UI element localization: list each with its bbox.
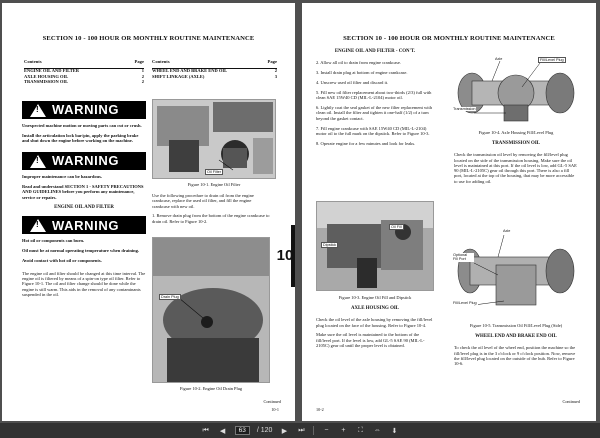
axle-label: Axle bbox=[503, 229, 511, 233]
drain-procedure: Use the following procedure to drain oil from the engine crankcase, replace the used oil filter, and fill the engine crankcase with new oil. 1. Remove drain plug from the bottom of the engine crankcase to drain oil. Refer to Figure 10-2. bbox=[152, 193, 270, 224]
first-page-icon[interactable]: ⏮ bbox=[202, 426, 209, 434]
transmission-side-drawing bbox=[452, 225, 580, 319]
contents-row[interactable]: TRANSMISSION OIL 2 bbox=[24, 78, 144, 84]
contents-row[interactable]: SHIFT LINKAGE (AXLE) 3 bbox=[152, 73, 277, 79]
warning-triangle-icon: ! bbox=[30, 104, 46, 117]
warning-triangle-icon: ! bbox=[30, 219, 46, 232]
download-icon[interactable]: ⬇ bbox=[391, 427, 398, 435]
viewer-toolbar bbox=[0, 423, 600, 438]
last-page-icon[interactable]: ⏭ bbox=[298, 426, 305, 434]
engine-oil-drain-plug-photo bbox=[152, 237, 270, 383]
optional-fill-port-label: Optional Fill Port bbox=[452, 253, 474, 262]
fullscreen-icon[interactable]: ⛶ bbox=[357, 426, 363, 434]
page-total: / 120 bbox=[256, 427, 273, 434]
engine-oil-paragraph: The engine oil and filter should be changed at this time interval. The engine oil is filtered by means of a spin-on type oil filter. Refer to Figure 10-1. The oil and filter change should be done while the engine is still warm. This aids in the removal of any contaminants suspended in the oil. bbox=[22, 270, 146, 298]
axle-label: Axle bbox=[495, 57, 503, 61]
section-tab: 10 bbox=[276, 247, 294, 264]
fill-level-plug-label: Fill/Level Plug bbox=[453, 301, 477, 305]
next-page-icon[interactable]: ▶ bbox=[281, 427, 288, 435]
left-column: ! WARNING Unexpected machine motion or moving parts can cut or crush. Install the articulation lock bar/pin, apply the parking brake and shut down the engine before working on the machine. ! WARNING Improper maintenance can be hazardous. Read and understand SECTION 1 - SAFETY PRECAUTIONS AND GUIDELINES before you perform any maintenance, service or repairs. ENGINE OIL AND FILTER ! WARNING Hot oil or components can burn. Oil must be at normal operating temperature when draining. Avoid contact with hot oil or components. The engine oil and filter should be changed at this time interval. The engine oil is filtered by means of a spin-on type oil filter. Refer to Figure 10-1. The oil and filter change should be done while the engine is still warm. This aids in the removal of any contaminants suspended in the oil. bbox=[22, 102, 146, 298]
zoom-out-icon[interactable]: − bbox=[324, 427, 329, 434]
page-number: 10-2 bbox=[316, 407, 324, 412]
warning-banner: ! WARNING bbox=[22, 101, 146, 119]
section-header: SECTION 10 - 100 HOUR OR MONTHLY ROUTINE MAINTENANCE bbox=[343, 35, 555, 42]
axle-housing-drawing bbox=[452, 47, 580, 127]
continued-note: Continued bbox=[562, 399, 580, 404]
figure-caption: Figure 10-1. Engine Oil Filter bbox=[187, 182, 241, 187]
figure-caption: Figure 10-2. Engine Oil Drain Plug bbox=[179, 386, 243, 391]
wheel-end-section: WHEEL END AND BRAKE END OIL To check the oil level of the wheel end, position the machine so the fill/level plug is in the 3 o'clock or 9 o'clock position. Now, remove the fill/level plug located on the outside of the hub. Refer to Figure 10-6. bbox=[454, 334, 576, 367]
oil-filter-label: Oil Filter bbox=[207, 170, 222, 174]
warning-triangle-icon: ! bbox=[30, 155, 46, 168]
page-heading: Page bbox=[134, 59, 144, 64]
figure-caption: Figure 10-4. Axle Housing Fill/Level Plug bbox=[478, 130, 554, 135]
transmission-label: Transmission bbox=[453, 107, 476, 111]
axle-section: AXLE HOUSING OIL Check the oil level of the axle housing by removing the fill/level plug located on the face of the housing. Refer to Figure 10-4. Make sure the oil level is maintained to the bottom of the fill/level port. If the level is low, add GL-5 SAE 90 (MIL-L-2105C) gear oil until the proper level is obtained. bbox=[316, 306, 433, 349]
engine-oil-heading: ENGINE OIL AND FILTER bbox=[54, 204, 114, 210]
warning-banner: ! WARNING bbox=[22, 152, 146, 170]
right-page bbox=[302, 3, 596, 421]
page-number: 10-1 bbox=[271, 407, 279, 412]
warning-banner: ! WARNING bbox=[22, 216, 146, 234]
contents-row[interactable]: ENGINE OIL AND FILTER 1 bbox=[24, 68, 144, 74]
figure-caption: Figure 10-5. Transmission Oil Fill/Level Plug (Side) bbox=[469, 323, 563, 328]
contents-row[interactable]: AXLE HOUSING OIL 2 bbox=[24, 73, 144, 79]
fit-width-icon[interactable]: ⇔ bbox=[373, 427, 381, 434]
figure-caption: Figure 10-3. Engine Oil Fill and Dipstick bbox=[338, 295, 412, 300]
oil-fill-label: Oil Fill bbox=[391, 225, 402, 229]
page-number-input[interactable]: 63 bbox=[235, 426, 250, 435]
engine-oil-filter-photo bbox=[152, 99, 276, 179]
engine-oil-fill-photo bbox=[316, 201, 434, 291]
contents-row[interactable]: WHEEL END AND BRAKE END OIL 2 bbox=[152, 68, 277, 74]
zoom-in-icon[interactable]: + bbox=[341, 427, 346, 434]
continued-note: Continued bbox=[263, 399, 281, 404]
transmission-section: TRANSMISSION OIL Check the transmission oil level by removing the fill/level plug located on the side of the transmission housing. Make sure the oil level is maintained at this port. If the oil level is low, add GL-5 SAE 90 (MIL-L-2105C) gear oil through this port. There is also a fill port, located at the top of the housing, that may be more accessible to use for adding oil. bbox=[454, 141, 577, 184]
drain-plug-label: Drain Plug bbox=[161, 295, 179, 299]
dipstick-label: Dipstick bbox=[323, 243, 337, 247]
contents-heading: Contents bbox=[24, 59, 42, 64]
section-header: SECTION 10 - 100 HOUR OR MONTHLY ROUTINE MAINTENANCE bbox=[42, 35, 255, 42]
left-page bbox=[2, 3, 295, 421]
previous-page-icon[interactable]: ◀ bbox=[219, 427, 226, 435]
contents-table: Contents Page WHEEL END AND BRAKE END OIL 2 SHIFT LINKAGE (AXLE) 3 bbox=[152, 59, 277, 79]
fill-level-plug-label: Fill/Level Plug bbox=[540, 58, 564, 62]
contents-table bbox=[24, 59, 144, 84]
right-left-column: ENGINE OIL AND FILTER - CON'T. 2. Allow all oil to drain from engine crankcase. 3. Install drain plug at bottom of engine crankcase. 4. Unscrew used oil filter and discard it. 5. Fill new oil filter replacement about two-thirds (2/3) full with clean SAE 15W40 CD (MIL-L-2104) motor oil. 6. Lightly coat the seal gasket of the new filter replacement with clean oil. Install the filter and tighten it one-half (1/2) of a turn beyond the gasket contact. 7. Fill engine crankcase with SAE 15W40 CD (MIL-L-2104) motor oil to the full mark on the dipstick. Refer to Figure 10-3. 8. Operate engine for a few minutes and look for leaks. bbox=[316, 49, 432, 146]
